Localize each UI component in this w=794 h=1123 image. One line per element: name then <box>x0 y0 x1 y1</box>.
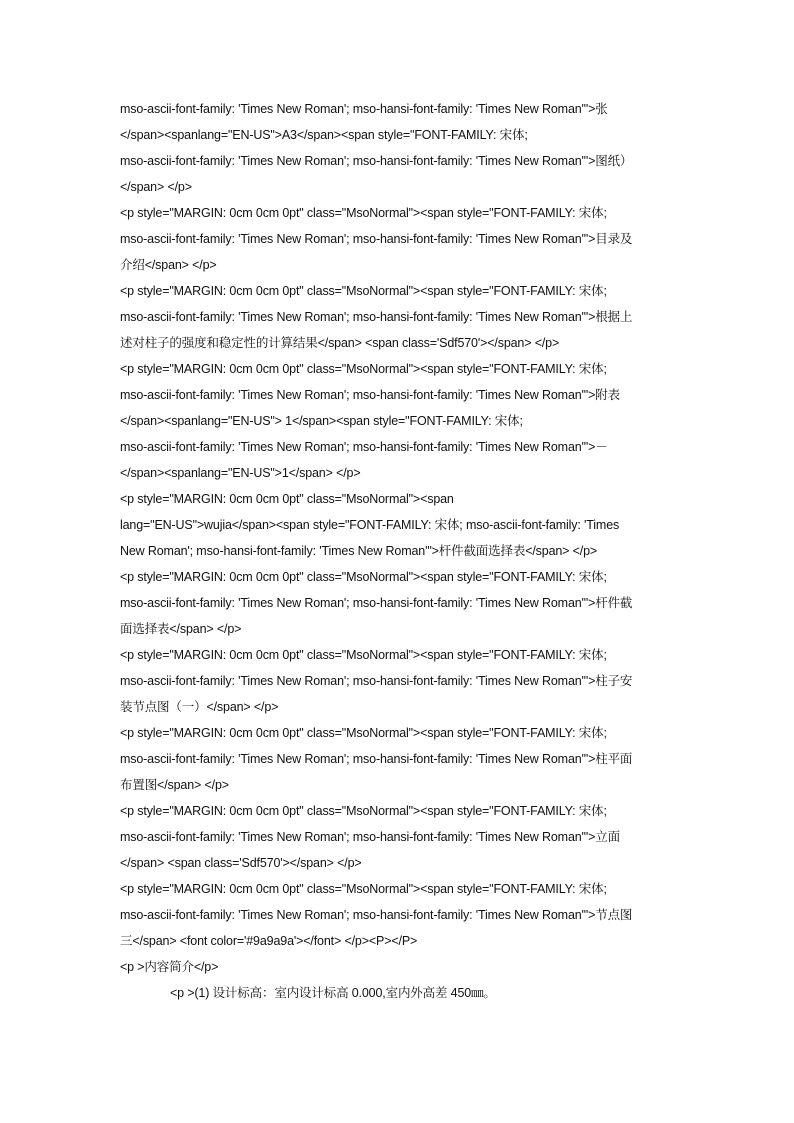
text-line: 面选择表</span> </p> <box>120 622 242 636</box>
text-line: <p style="MARGIN: 0cm 0cm 0pt" class="MsoNormal"><span style="FONT-FAMILY: 宋体; <box>120 648 607 662</box>
text-line: <p style="MARGIN: 0cm 0cm 0pt" class="MsoNormal"><span style="FONT-FAMILY: 宋体; <box>120 882 607 896</box>
text-line: 三</span> <font color='#9a9a9a'></font> </p><P></P> <box>120 934 418 948</box>
section-heading: <p >内容简介</p> <box>120 960 219 974</box>
text-line: mso-ascii-font-family: 'Times New Roman'; mso-hansi-font-family: 'Times New Roman'">立面 <box>120 830 620 844</box>
text-line: </span> </p> <box>120 180 192 194</box>
text-line: mso-ascii-font-family: 'Times New Roman'; mso-hansi-font-family: 'Times New Roman'">根据上 <box>120 310 633 324</box>
text-line: <p style="MARGIN: 0cm 0cm 0pt" class="MsoNormal"><span style="FONT-FAMILY: 宋体; <box>120 362 607 376</box>
body-paragraph: <p >(1) 设计标高：室内设计标高 0.000,室内外高差 450㎜。 <box>170 986 496 1000</box>
text-line: 述对柱子的强度和稳定性的计算结果</span> <span class='Sdf570'></span> </p> <box>120 336 560 350</box>
text-line: mso-ascii-font-family: 'Times New Roman'; mso-hansi-font-family: 'Times New Roman'">杆件截 <box>120 596 633 610</box>
text-line: <p style="MARGIN: 0cm 0cm 0pt" class="MsoNormal"><span style="FONT-FAMILY: 宋体; <box>120 206 607 220</box>
text-line: New Roman'; mso-hansi-font-family: 'Times New Roman'">杆件截面选择表</span> </p> <box>120 544 598 558</box>
text-line: </span><spanlang="EN-US"> 1</span><span style="FONT-FAMILY: 宋体; <box>120 414 523 428</box>
text-line: mso-ascii-font-family: 'Times New Roman'; mso-hansi-font-family: 'Times New Roman'">附表 <box>120 388 620 402</box>
text-line: mso-ascii-font-family: 'Times New Roman'; mso-hansi-font-family: 'Times New Roman'">－ <box>120 440 608 454</box>
text-line: mso-ascii-font-family: 'Times New Roman'; mso-hansi-font-family: 'Times New Roman'">柱平面 <box>120 752 633 766</box>
text-line: 布置图</span> </p> <box>120 778 229 792</box>
text-line: <p style="MARGIN: 0cm 0cm 0pt" class="MsoNormal"><span style="FONT-FAMILY: 宋体; <box>120 804 607 818</box>
text-line: </span><spanlang="EN-US">A3</span><span style="FONT-FAMILY: 宋体; <box>120 128 528 142</box>
text-line: mso-ascii-font-family: 'Times New Roman'; mso-hansi-font-family: 'Times New Roman'">图纸） <box>120 154 633 168</box>
text-line: mso-ascii-font-family: 'Times New Roman'; mso-hansi-font-family: 'Times New Roman'">张 <box>120 102 608 116</box>
text-line: <p style="MARGIN: 0cm 0cm 0pt" class="MsoNormal"><span style="FONT-FAMILY: 宋体; <box>120 284 607 298</box>
text-line: 介绍</span> </p> <box>120 258 217 272</box>
text-line: <p style="MARGIN: 0cm 0cm 0pt" class="MsoNormal"><span <box>120 492 454 506</box>
text-line: </span><spanlang="EN-US">1</span> </p> <box>120 466 361 480</box>
text-line: <p style="MARGIN: 0cm 0cm 0pt" class="MsoNormal"><span style="FONT-FAMILY: 宋体; <box>120 570 607 584</box>
text-line: </span> <span class='Sdf570'></span> </p> <box>120 856 362 870</box>
text-line: lang="EN-US">wujia</span><span style="FONT-FAMILY: 宋体; mso-ascii-font-family: 'Times <box>120 518 620 532</box>
text-line: mso-ascii-font-family: 'Times New Roman'; mso-hansi-font-family: 'Times New Roman'">节点图 <box>120 908 633 922</box>
text-line: <p style="MARGIN: 0cm 0cm 0pt" class="MsoNormal"><span style="FONT-FAMILY: 宋体; <box>120 726 607 740</box>
text-line: 装节点图（一）</span> </p> <box>120 700 279 714</box>
text-line: mso-ascii-font-family: 'Times New Roman'; mso-hansi-font-family: 'Times New Roman'">目录及 <box>120 232 633 246</box>
text-line: mso-ascii-font-family: 'Times New Roman'; mso-hansi-font-family: 'Times New Roman'">柱子安 <box>120 674 633 688</box>
